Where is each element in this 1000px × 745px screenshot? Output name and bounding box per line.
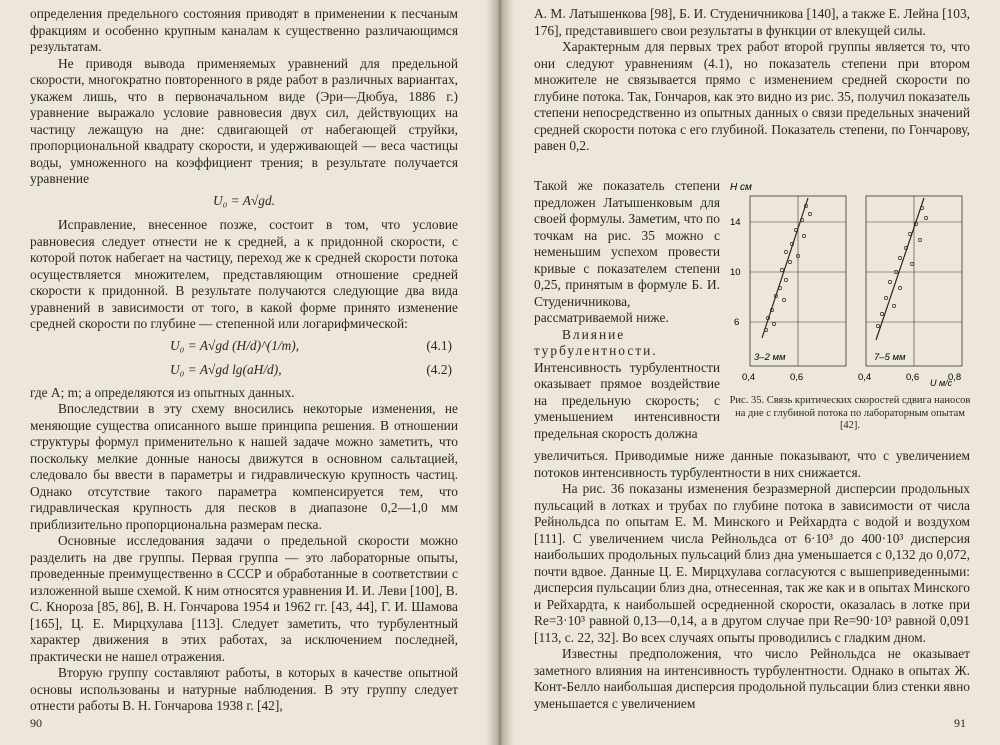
formula-number: (4.2) [426,362,452,378]
panel-left [750,196,846,366]
paragraph: Характерным для первых трех работ второй группы является то, что они следуют уравнениям (4.1), но показатель степени при втором множителе не связывается прямо с изменением средней скорости по глубине потока. Так, Гончаров, как это видно из рис. 35, получил показатель степени непосредственно из опытных данных о связи предельных значений средней скорости потока с его глубиной. Показатель степени, по Гончарову, равен 0,2. [534,39,970,153]
left-text-column [30,6,458,715]
data-points [876,206,927,327]
paragraph: Основные исследования задачи о предельной скорости можно разделить на две группы. Первая группа — это лабораторные опыты, проведенные преимущественно в СССР и обработанные в соответствии с изложенной выше схемой. К ним относятся уравнения И. И. Леви [100], В. С. Кнороза [85, 86], В. Н. Гончарова 1954 и 1962 гг. [43, 44], Г. И. Шамова [165], Ц. Е. Мирцхулава [113]. Следует заметить, что турбулентный характер движения в этих работах, за исключением последней, практически не нашел отражения. [30,533,458,664]
right-text-column-top [534,6,970,155]
page-number-right: 91 [954,716,966,730]
formula-4-1 [30,337,458,357]
right-page [504,0,1000,745]
x-tick-label: 0,6 [906,372,920,383]
x-tick-label: 0,8 [948,372,962,383]
y-tick-label: 10 [730,267,741,278]
formula-4-2 [30,361,458,381]
data-points [764,204,811,331]
x-axis-label: U м/с [930,378,953,388]
formula-expression: U₀ = A√gd (H/d)^(1/m), [170,338,300,354]
panel-label: 7–5 мм [874,352,906,363]
section-heading: Влияние турбулентности. [534,326,658,358]
panel-right [866,196,962,366]
paragraph: Исправление, внесенное позже, состоит в том, что условие равновесия следует отнести не к средней, а к придонной скорости, с которой поток набегает на частицу, переход же к средней скорости потока осуществляется множителем, представляющим отношение средней скорости к придонной. В результате получаются следующие два вида уравнений в зависимости от того, в какой форме принято изменение средней скорости по глубине — степенной или логарифмической: [30,217,458,331]
paragraph: На рис. 36 показаны изменения безразмерной дисперсии продольных пульсаций в лотках и трубах по глубине потока в зависимости от числа Рейнольдса по опытам Е. М. Минского и Рейхардта с водой и воздухом [111]. С увеличением числа Рейнольдса от 6·10³ до 400·10³ дисперсия наибольших продольных пульсаций близ дна уменьшается с 0,132 до 0,072, почти вдвое. Данные Ц. Е. Мирцхулава согласуются с вышеприведенными: дисперсия пульсации близ дна, отнесенная, так же как и в опытах Минского и Рейхардта, к наибольшей осредненной скорости, оказалась в лотке при Re=3·10³ равной 0,13—0,14, а в другом случае при Re=90·10³ равной 0,091 [113, с. 22, 32]. Во всех случаях опыты проводились с гладким дном. [534,481,970,645]
paragraph: Известны предположения, что число Рейнольдса не оказывает заметного влияния на интенсивность турбулентности. Однако в опытах Ж. Конт-Белло наибольшая дисперсия продольной пульсации близ стенки явно уменьшается с увеличением [534,646,970,711]
formula-number: (4.1) [426,338,452,354]
figure-35 [726,178,974,448]
paragraph: Не приводя вывода применяемых уравнений для предельной скорости, многократно повторенного в ряде работ в различных вариантах, укажем лишь, что в первоначальном виде (Эри—Дюбуа, 1886 г.) уравнение выражало условие равновесия двух сил, действующих на частицу лежащую на дне: сдвигающей от набегающей струйки, пропорциональной квадрату скорости, и удерживающей — веса частицы воды, умноженного на коэффициент трения; в результате получается уравнение [30,55,458,186]
paragraph: где A; m; a определяются из опытных данных. [30,384,295,400]
left-page [0,0,496,745]
page-number-left: 90 [30,716,42,730]
x-tick-label: 0,4 [742,372,756,383]
panel-label: 3–2 мм [754,352,786,363]
paragraph: А. М. Латышенкова [98], Б. И. Студеничникова [140], а также Е. Лейна [103, 176], представившего свои результаты в функции от влекущей силы. [534,6,970,38]
paragraph: определения предельного состояния приводят в применении к песчаным фракциям и особенно крупным каналам к существенно различающимся результатам. [30,6,458,54]
paragraph: увеличиться. Приводимые ниже данные показывают, что с увеличением потоков интенсивность турбулентности в них снижается. [534,448,970,480]
trend-line [876,198,924,340]
y-axis-label: H см [730,182,752,193]
x-tick-label: 0,4 [858,372,872,383]
y-tick-label: 14 [730,217,741,228]
y-tick-label: 6 [734,317,740,328]
paragraph: Впоследствии в эту схему вносились некоторые изменения, не меняющие существа описанного выше принципа решения. В отношении структуры формул применительно к нашей задаче можно заметить, что поскольку мелкие донные наносы движутся в основном сальтацией, следовало бы ввести в параметры и гидравлическую крупность частиц. Однако отсутствие такого параметра компенсируется тем, что гидравлическая крупность для песков в диапазоне 0,2—1,0 мм приблизительно пропорциональна размерам песка. [30,401,458,532]
paragraph: Такой же показатель степени предложен Латышенковым для своей формулы. Заметим, что по точкам на рис. 35 можно с неменьшим успехом провести кривые с показателем степени 0,25, принятым в формуле Б. И. Студеничникова, рассматриваемой ниже. [534,178,720,325]
formula-main: U₀ = A√gd. [212,192,276,208]
section-paragraph [534,327,720,443]
right-text-column-bottom [534,448,970,712]
figure-35-chart [726,178,974,388]
paragraph-text: Интенсивность турбулентности оказывает прямое воздействие на предельную скорость; с уменьшением интенсивности предельная скорость должна [534,359,720,441]
book-gutter [486,0,514,745]
formula-expression: U₀ = A√gd lg(aH/d), [170,362,282,378]
figure-caption: Рис. 35. Связь критических скоростей сдвига наносов на дне с глубиной потока по лабораторным опытам [42]. [729,395,971,431]
paragraph: Вторую группу составляют работы, в которых в качестве опытной основы использованы и натурные наблюдения. В эту группу следует отнести работы В. Н. Гончарова 1938 г. [42], [30,665,458,713]
right-text-wrap [534,178,720,442]
x-tick-label: 0,6 [790,372,804,383]
